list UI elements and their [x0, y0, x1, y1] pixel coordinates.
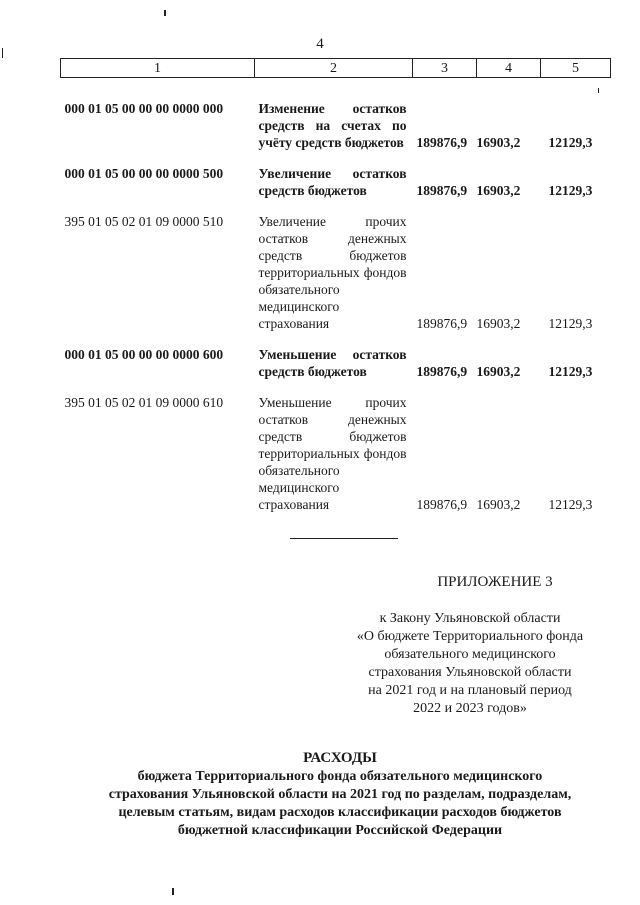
budget-code-cell: 000 01 05 00 00 00 0000 500: [64, 166, 224, 181]
subheading-line: бюджетной классификации Российской Федерации: [177, 823, 503, 838]
value-2021-cell: 189876,9: [416, 183, 468, 198]
value-2021-cell: 189876,9: [416, 316, 468, 331]
budget-code-cell: 395 01 05 02 01 09 0000 510: [64, 214, 224, 229]
appendix-ref-line: «О бюджете Территориального фонда: [356, 629, 584, 644]
column-header: 1: [61, 59, 255, 78]
section-subheading: [80, 768, 600, 840]
appendix-ref-line: страхования Ульяновской области: [368, 665, 572, 680]
column-header: 4: [477, 59, 541, 78]
value-2022-cell: 16903,2: [476, 497, 521, 512]
scan-mark: [172, 888, 174, 895]
budget-code-cell: 395 01 05 02 01 09 0000 610: [64, 395, 224, 410]
separator-line: [290, 538, 398, 539]
value-2022-cell: 16903,2: [476, 316, 521, 331]
page-number: 4: [316, 36, 324, 52]
scan-mark: [2, 48, 3, 58]
item-name-cell: Уменьшение остатков средств бюджетов: [258, 347, 407, 379]
subheading-line: бюджета Территориального фонда обязательного медицинского: [137, 769, 543, 784]
item-name-cell: Уменьшение прочих остатков денежных средств бюджетов территориальных фондов обязательного медицинского страхования: [258, 395, 407, 512]
appendix-ref-line: 2022 и 2023 годов»: [413, 701, 527, 716]
item-name-cell: Увеличение прочих остатков денежных средств бюджетов территориальных фондов обязательного медицинского страхования: [258, 214, 407, 331]
appendix-ref-line: на 2021 год и на плановый период: [368, 683, 572, 698]
budget-code-cell: 000 01 05 00 00 00 0000 600: [64, 347, 224, 362]
table-row: [61, 165, 611, 213]
appendix-ref-line: к Закону Ульяновской области: [379, 611, 561, 626]
value-2023-cell: 12129,3: [548, 135, 593, 150]
table-row: [61, 213, 611, 346]
item-name-cell: Увеличение остатков средств бюджетов: [258, 166, 407, 198]
sources-table: [60, 58, 611, 527]
appendix-title: ПРИЛОЖЕНИЕ 3: [437, 574, 553, 590]
subheading-line: целевым статьям, видам расходов классификации расходов бюджетов: [118, 805, 562, 820]
budget-code-cell: 000 01 05 00 00 00 0000 000: [64, 101, 224, 116]
value-2023-cell: 12129,3: [548, 183, 593, 198]
scan-mark: [164, 10, 166, 16]
section-heading: РАСХОДЫ: [303, 750, 377, 766]
item-name-cell: Изменение остатков средств на счетах по учёту средств бюджетов: [258, 101, 407, 150]
value-2022-cell: 16903,2: [476, 135, 521, 150]
column-header: 3: [413, 59, 477, 78]
table-row: [61, 394, 611, 527]
scan-mark: [598, 88, 599, 93]
table-row: [61, 346, 611, 394]
value-2023-cell: 12129,3: [548, 364, 593, 379]
value-2021-cell: 189876,9: [416, 135, 468, 150]
table-header-row: [61, 59, 611, 78]
appendix-reference: [340, 610, 600, 718]
value-2021-cell: 189876,9: [416, 497, 468, 512]
subheading-line: страхования Ульяновской области на 2021 год по разделам, подразделам,: [108, 787, 572, 802]
value-2023-cell: 12129,3: [548, 497, 593, 512]
value-2022-cell: 16903,2: [476, 364, 521, 379]
value-2022-cell: 16903,2: [476, 183, 521, 198]
table-row: [61, 78, 611, 166]
appendix-ref-line: обязательного медицинского: [384, 647, 556, 662]
column-header: 5: [541, 59, 611, 78]
column-header: 2: [255, 59, 413, 78]
value-2021-cell: 189876,9: [416, 364, 468, 379]
value-2023-cell: 12129,3: [548, 316, 593, 331]
